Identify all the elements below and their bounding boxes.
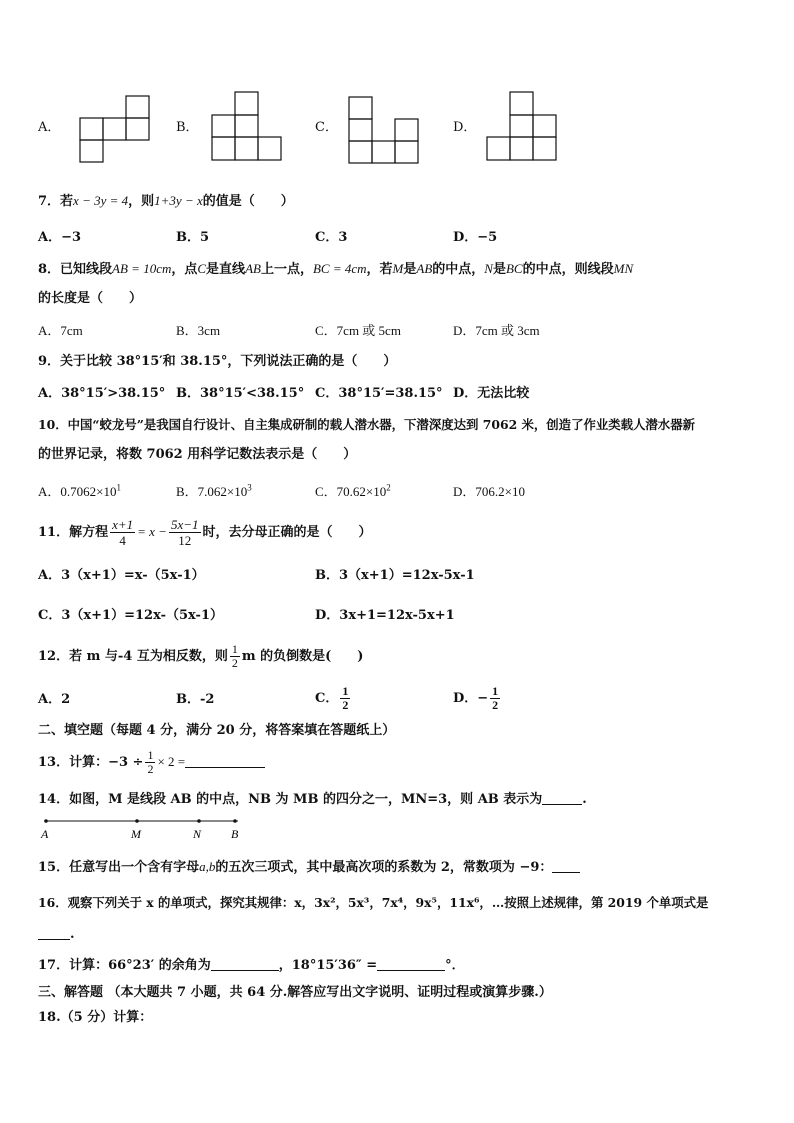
q15-answer-blank[interactable] bbox=[552, 860, 580, 873]
q14-label-n: N bbox=[193, 827, 202, 841]
q16-stem: 16．观察下列关于 x 的单项式，探究其规律：x，3x²，5x³，7x⁴，9x⁵，11x⁶，…按照上述规律，第 2019 个单项式是 bbox=[38, 895, 709, 910]
q10-option-c: C．$70.62\times 10^2$ bbox=[315, 482, 391, 499]
q17-answer-blank-2[interactable] bbox=[377, 958, 445, 971]
q11-stem: 11．解方程 $\frac{x+1}{4}$ = x − $\frac{5x-1}{12}$ 时，去分母正确的是（ ） bbox=[38, 517, 372, 548]
q17-answer-blank-1[interactable] bbox=[211, 958, 279, 971]
q12-option-b: B．-2 bbox=[176, 692, 215, 707]
q10-option-a: A．$0.7062\times 10^1$ bbox=[38, 482, 121, 499]
q8-stem-line2: 的长度是（ ） bbox=[38, 291, 143, 306]
q17-stem: 17．计算：66°23′ 的余角为 ，18°15′36″ = °． bbox=[38, 958, 465, 973]
q15-stem: 15．任意写出一个含有字母a,b的五次三项式，其中最高次项的系数为 2，常数项为 −9： bbox=[38, 859, 580, 876]
q13-answer-blank[interactable] bbox=[185, 755, 265, 768]
q11-option-c: C．3（x+1）=12x-（5x-1） bbox=[38, 608, 223, 623]
q9-option-a: A．38°15′>38.15° bbox=[38, 386, 166, 401]
q7-option-d: D．−5 bbox=[453, 230, 498, 245]
q6-option-b-figure bbox=[211, 91, 283, 162]
q11-option-a: A．3（x+1）=x-（5x-1） bbox=[38, 568, 205, 583]
q11-option-b: B．3（x+1）=12x-5x-1 bbox=[315, 568, 475, 583]
q6-option-d-label: D． bbox=[453, 120, 477, 135]
q11-fraction-2: $\frac{5x-1}{12}$ bbox=[170, 517, 199, 548]
q10-stem-line1: 10．中国“蛟龙号”是我国自行设计、自主集成研制的载人潜水器，下潜深度达到 7062 米，创造了作业类载人潜水器新 bbox=[38, 417, 695, 432]
q9-option-d: D．无法比较 bbox=[453, 386, 530, 401]
q8-option-d: D．7cm 或 3cm bbox=[453, 323, 540, 338]
q13-stem: 13．计算：−3 ÷ $\frac{1}{2}$ × 2 = bbox=[38, 745, 265, 781]
q6-option-b-label: B． bbox=[176, 120, 199, 135]
q7-option-a: A．−3 bbox=[38, 230, 82, 245]
q8-stem-line1: 8．已知线段AB = 10cm，点C是直线AB上一点，BC = 4cm，若M是AB的中点，N是BC的中点，则线段MN bbox=[38, 261, 634, 277]
q9-stem: 9．关于比较 38°15′和 38.15°，下列说法正确的是（ ） bbox=[38, 354, 397, 369]
q14-label-m: M bbox=[131, 827, 141, 841]
q10-option-b: B．$7.062\times 10^3$ bbox=[176, 482, 252, 499]
q7-stem: 7．若x − 3y = 4，则1+3y − x的值是（ ） bbox=[38, 193, 294, 209]
q11-fraction-1: $\frac{x+1}{4}$ bbox=[112, 517, 134, 548]
q9-option-c: C．38°15′=38.15° bbox=[315, 386, 443, 401]
q8-option-b: B．3cm bbox=[176, 323, 221, 338]
q10-stem-line2: 的世界记录，将数 7062 用科学记数法表示是（ ） bbox=[38, 447, 357, 462]
q6-option-a-figure bbox=[79, 95, 151, 164]
section-3-heading: 三、解答题 （本大题共 7 小题，共 64 分.解答应写出文字说明、证明过程或演算步骤.） bbox=[38, 985, 552, 1000]
q16-answer-line: . bbox=[38, 927, 75, 943]
q12-option-c: C． $\frac{1}{2}$ bbox=[315, 684, 349, 712]
q7-option-c: C．3 bbox=[315, 230, 348, 245]
section-2-heading: 二、填空题（每题 4 分，满分 20 分，将答案填在答题纸上） bbox=[38, 723, 396, 738]
q12-option-d: D．− $\frac{1}{2}$ bbox=[453, 684, 499, 712]
q6-option-c-label: C． bbox=[315, 120, 338, 135]
q7-option-b: B．5 bbox=[176, 230, 210, 245]
q16-answer-blank[interactable] bbox=[38, 927, 70, 940]
q8-option-c: C．7cm 或 5cm bbox=[315, 323, 401, 338]
q14-label-a: A bbox=[41, 827, 49, 841]
q14-label-b: B bbox=[231, 827, 239, 841]
q8-option-a: A．7cm bbox=[38, 323, 83, 338]
q11-option-d: D．3x+1=12x-5x+1 bbox=[315, 608, 455, 623]
q18-stem: 18.（5 分）计算： bbox=[38, 1010, 153, 1025]
q6-option-a-label: A． bbox=[38, 120, 61, 135]
q12-stem: 12．若 m 与-4 互为相反数，则 $\frac{1}{2}$ m 的负倒数是( ) bbox=[38, 642, 364, 670]
q14-stem: 14．如图，M 是线段 AB 的中点，NB 为 MB 的四分之一，MN=3，则 AB 表示为 . bbox=[38, 792, 587, 807]
q6-option-c-figure bbox=[348, 96, 421, 165]
q10-option-d: D．706.2×10 bbox=[453, 484, 525, 499]
q12-option-a: A．2 bbox=[38, 692, 71, 707]
q14-segment-figure bbox=[36, 814, 246, 844]
q14-answer-blank[interactable] bbox=[542, 792, 582, 805]
q9-option-b: B．38°15′<38.15° bbox=[176, 386, 305, 401]
q6-option-d-figure bbox=[486, 91, 558, 162]
